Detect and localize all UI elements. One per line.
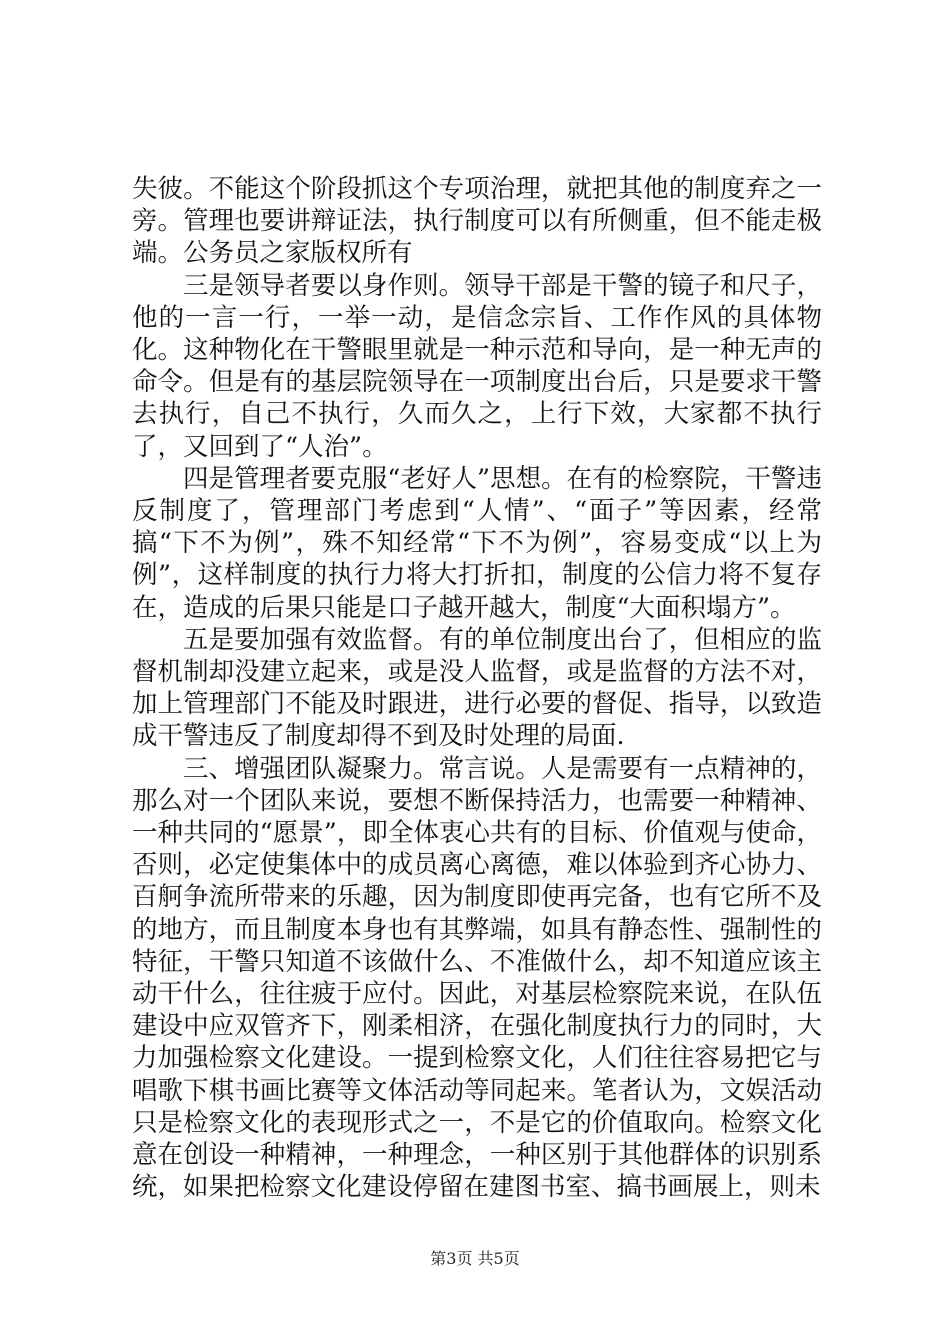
page-number-footer: 第3页 共5页: [430, 1249, 520, 1268]
document-body: [132, 173, 822, 1204]
paragraph-supervision: 五是要加强有效监督。有的单位制度出台了，但相应的监督机制却没建立起来，或是没人监督，或是监督的方法不对，加上管理部门不能及时跟进，进行必要的督促、指导，以致造成干警违反了制度却得不到及时处理的局面.: [132, 624, 822, 752]
paragraph-leader-example: 三是领导者要以身作则。领导干部是干警的镜子和尺子，他的一言一行，一举一动，是信念宗旨、工作作风的具体物化。这种物化在干警眼里就是一种示范和导向，是一种无声的命令。但是有的基层院领导在一项制度出台后，只是要求干警去执行，自己不执行，久而久之，上行下效，大家都不执行了，又回到了“人治”。: [132, 270, 822, 462]
paragraph-continuation: 失彼。不能这个阶段抓这个专项治理，就把其他的制度弃之一旁。管理也要讲辩证法，执行制度可以有所侧重，但不能走极端。公务员之家版权所有: [132, 174, 822, 269]
paragraph-good-person: 四是管理者要克服“老好人”思想。在有的检察院，干警违反制度了，管理部门考虑到“人情”、“面子”等因素，经常搞“下不为例”，殊不知经常“下不为例”，容易变成“以上为例”，这样制度的执行力将大打折扣，制度的公信力将不复存在，造成的后果只能是口子越开越大，制度“大面积塌方”。: [132, 463, 822, 623]
paragraph-team-cohesion: 三、增强团队凝聚力。常言说。人是需要有一点精神的，那么对一个团队来说，要想不断保持活力，也需要一种精神、一种共同的“愿景”，即全体衷心共有的目标、价值观与使命，否则，必定使集体中的成员离心离德，难以体验到齐心协力、百舸争流所带来的乐趣，因为制度即使再完备，也有它所不及的地方，而且制度本身也有其弊端，如具有静态性、强制性的特征，干警只知道不该做什么、不准做什么，却不知道应该主动干什么，往往疲于应付。因此，对基层检察院来说，在队伍建设中应双管齐下，刚柔相济，在强化制度执行力的同时，大力加强检察文化建设。一提到检察文化，人们往往容易把它与唱歌下棋书画比赛等文体活动等同起来。笔者认为，文娱活动只是检察文化的表现形式之一，不是它的价值取向。检察文化意在创设一种精神，一种理念，一种区别于其他群体的识别系统，如果把检察文化建设停留在建图书室、搞书画展上，则未: [132, 753, 822, 1203]
